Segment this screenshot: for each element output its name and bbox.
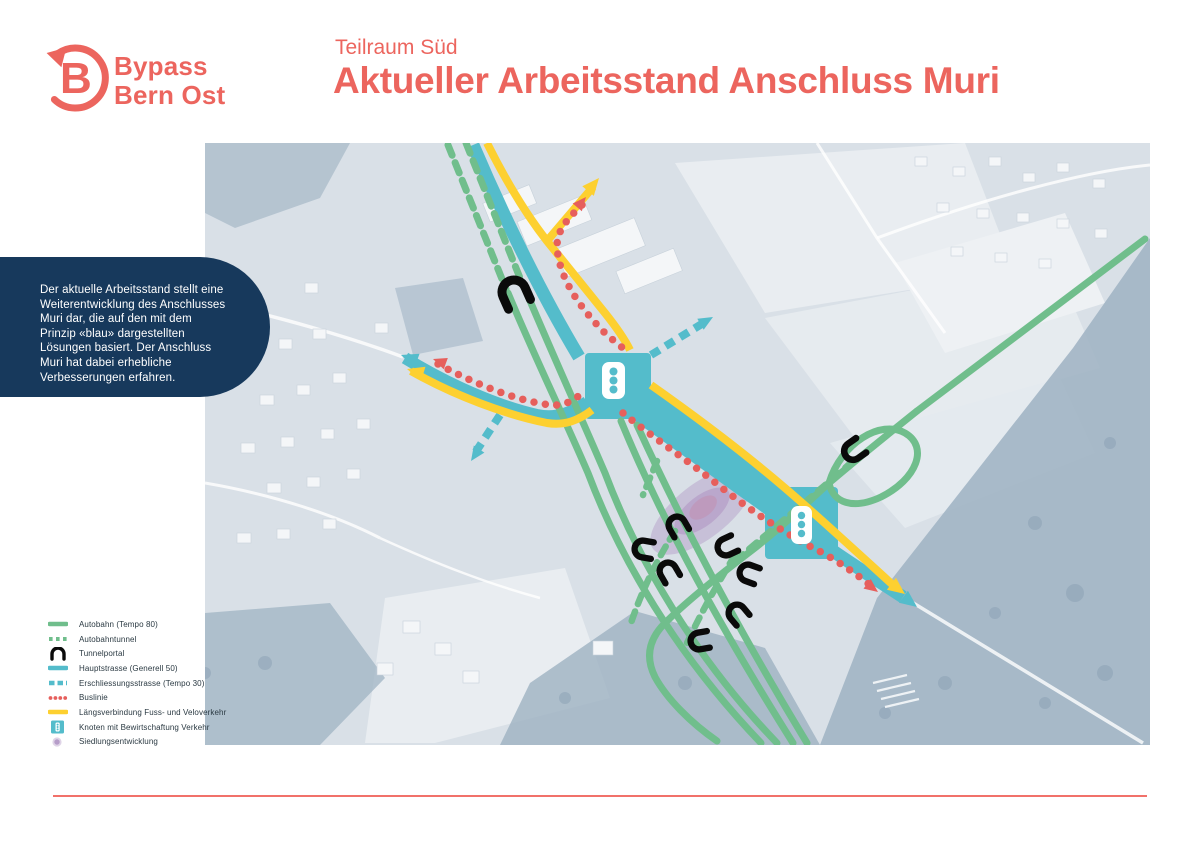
legend-label: Autobahn (Tempo 80) [79,619,158,629]
logo-wordmark [114,52,225,110]
legend-item-siedlungsentwicklung [48,735,223,750]
legend-label: Siedlungsentwicklung [79,737,158,747]
legend-item-buslinie [48,690,223,705]
logo-b-circular-arrow-icon [38,40,114,116]
page-subtitle: Teilraum Süd [335,36,458,59]
legend-label: Knoten mit Bewirtschaftung Verkehr [79,722,210,732]
legend-swatch-knoten [48,720,70,734]
legend-swatch-tunnelportal [48,647,70,661]
info-box-text: Der aktuelle Arbeitsstand stellt eine Weiterentwicklung des Anschlusses Muri dar, die auf den mit dem Prinzip «blau» dargestellten Lösungen basiert. Der Anschluss Muri hat dabei erhebliche Verbesserungen erfahren. [40,284,226,384]
legend-item-autobahntunnel [48,632,223,647]
map-container [205,143,1150,745]
page-title: Aktueller Arbeitsstand Anschluss Muri [333,60,1000,101]
footer-divider-line [53,795,1147,797]
legend-swatch-autobahntunnel [48,632,70,646]
legend-swatch-erschliessungsstrasse [48,676,70,690]
logo-line2: Bern Ost [114,80,226,110]
legend-item-erschliessungsstrasse [48,676,223,691]
legend-label: Längsverbindung Fuss- und Veloverkehr [79,707,227,717]
legend-swatch-laengsverbindung [48,705,70,719]
legend-swatch-autobahn [48,617,70,631]
traffic-light-icon-1 [602,362,625,399]
legend-item-laengsverbindung [48,705,227,720]
legend-item-autobahn [48,617,223,632]
aerial-map [205,143,1150,745]
logo-line1: Bypass [114,51,208,81]
legend-label: Autobahntunnel [79,634,137,644]
legend-label: Tunnelportal [79,649,125,659]
map-legend [48,617,227,749]
legend-item-hauptstrasse [48,661,223,676]
legend-label: Hauptstrasse (Generell 50) [79,663,178,673]
traffic-light-icon-2 [791,506,812,544]
legend-swatch-siedlungsentwicklung [48,735,70,749]
legend-item-knoten [48,720,223,735]
legend-item-tunnelportal [48,646,223,661]
legend-label: Buslinie [79,693,108,703]
legend-swatch-buslinie [48,691,70,705]
logo-letter: B [60,54,92,103]
bypass-bern-ost-logo [38,38,308,118]
legend-label: Erschliessungsstrasse (Tempo 30) [79,678,205,688]
legend-swatch-hauptstrasse [48,661,70,675]
info-box [0,257,270,397]
